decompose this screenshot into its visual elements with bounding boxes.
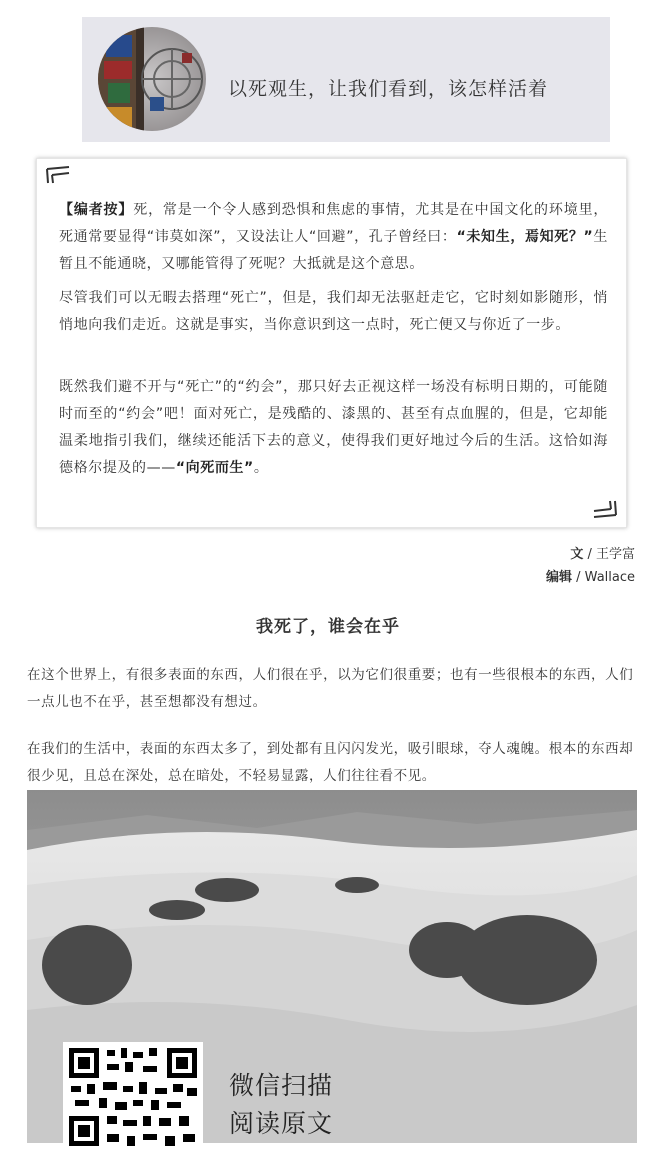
body-paragraph-1: 在这个世界上，有很多表面的东西，人们很在乎，以为它们很重要；也有一些很根本的东西，人们一点儿也不在乎，甚至想都没有想过。 [27, 667, 634, 710]
editor-credit [546, 566, 635, 585]
author-name: 王学富 [595, 547, 635, 562]
author-label: 文 [570, 547, 584, 562]
qr-code[interactable] [63, 1042, 203, 1152]
note-p3-end: 。 [253, 460, 269, 476]
note-paragraph-1 [59, 197, 608, 278]
stained-glass-image [98, 27, 206, 131]
qr-caption-line-1: 微信扫描 [229, 1071, 334, 1100]
note-paragraph-3 [59, 374, 608, 482]
banner-title: 以死观生，让我们看到，该怎样活着 [228, 78, 549, 100]
section-title: 我死了，谁会在乎 [256, 617, 400, 637]
body-paragraph-2: 在我们的生活中，表面的东西太多了，到处都有且闪闪发光，吸引眼球，夺人魂魄。根本的东西却很少见，且总在深处，总在暗处，不轻易显露，人们往往看不见。 [27, 741, 634, 784]
note-p1-text-b: 生暂且不能通晓，又哪能管得了死呢？大抵就是这个意思。 [59, 229, 608, 272]
header-banner [82, 17, 610, 142]
note-lead: 【编者按】 [59, 202, 134, 218]
editor-name: Wallace [584, 570, 635, 585]
editor-note-card [36, 158, 627, 528]
editor-label: 编辑 [546, 570, 573, 585]
note-p1-text-a: 死，常是一个令人感到恐惧和焦虑的事情，尤其是在中国文化的环境里，死通常要显得“讳莫如深”，又设法让人“回避”，孔子曾经曰： [59, 202, 609, 245]
quote-close-icon [592, 499, 618, 519]
note-p1-bold: “未知生，焉知死？” [456, 229, 594, 245]
editor-separator: / [572, 570, 585, 585]
author-separator: / [583, 547, 596, 562]
note-paragraph-2: 尽管我们可以无暇去搭理“死亡”，但是，我们却无法驱赶走它，它时刻如影随形，悄悄地向我们走近。这就是事实，当你意识到这一点时，死亡便又与你近了一步。 [59, 290, 608, 333]
qr-caption-line-2: 阅读原文 [229, 1109, 334, 1138]
author-credit [570, 543, 635, 562]
note-p3-bold: “向死而生” [175, 460, 254, 476]
quote-open-icon [45, 165, 71, 185]
note-p3-text: 既然我们避不开与“死亡”的“约会”，那只好去正视这样一场没有标明日期的，可能随时而至的“约会”吧！面对死亡，是残酷的、漆黑的、甚至有点血腥的，但是，它却能温柔地指引我们，继续还能活下去的意义，使得我们更好地过今后的生活。这恰如海德格尔提及的—— [59, 379, 608, 476]
